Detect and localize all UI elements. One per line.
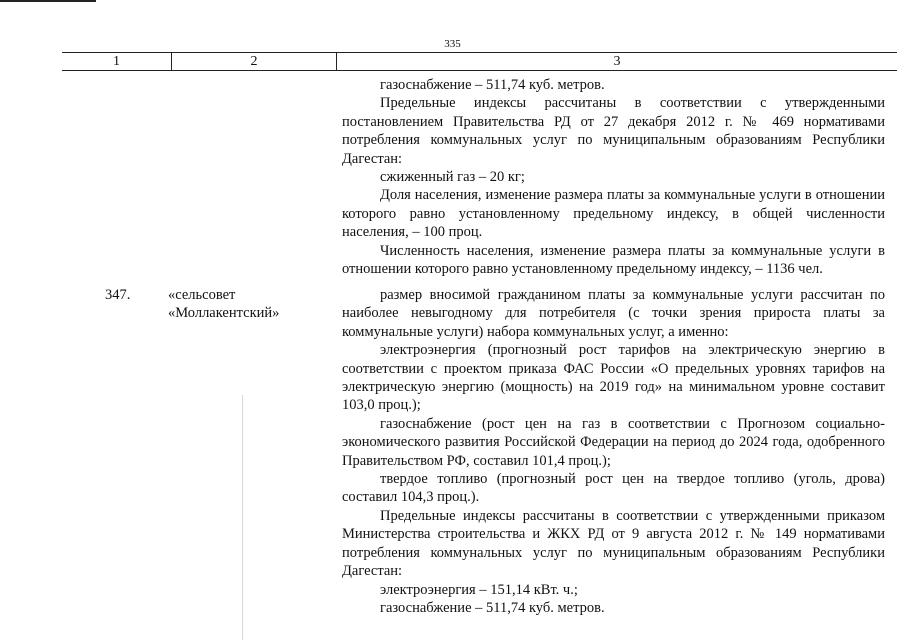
paragraph: электроэнергия – 151,14 кВт. ч.; bbox=[380, 581, 578, 598]
settlement-name bbox=[168, 286, 328, 323]
paragraph: твердое топливо (прогнозный рост цен на твердое топливо (уголь, дрова) составил 104,3 проц.). bbox=[342, 471, 885, 506]
column-header-1: 1 bbox=[113, 54, 120, 69]
paragraph: газоснабжение – 511,74 куб. метров. bbox=[380, 599, 605, 616]
paragraph: Предельные индексы рассчитаны в соответствии с утвержденными приказом Министерства строительства и ЖКХ РД от 9 августа 2012 г. № 149 нормативами потребления коммунальных услуг по муниципальным образованиям Республики Дагестан: bbox=[342, 507, 885, 580]
continuation-block bbox=[342, 76, 885, 278]
column-header-2: 2 bbox=[250, 54, 258, 69]
settlement-name-line: «Моллакентский» bbox=[168, 305, 280, 322]
paragraph: размер вносимой гражданином платы за коммунальные услуги рассчитан по наиболее невыгодному для потребителя (с точки зрения прироста платы за коммунальные услуги) набора коммунальных услуг, а именно: bbox=[342, 287, 885, 340]
paragraph: электроэнергия (прогнозный рост тарифов на электрическую энергию в соответствии с проектом приказа ФАС России «О предельных уровнях тарифов на электрическую энергию (мощность) на 2019 год» на минимальном уровне составит 103,0 проц.); bbox=[342, 342, 885, 414]
paragraph: газоснабжение – 511,74 куб. метров. bbox=[380, 77, 605, 93]
paragraph: Доля населения, изменение размера платы за коммунальные услуги в отношении которого равно установленному предельному индексу, в общей численности населения, – 100 проц. bbox=[342, 187, 885, 241]
page-number: 335 bbox=[444, 38, 461, 50]
paragraph: Предельные индексы рассчитаны в соответствии с утвержденными постановлением Правительства РД от 27 декабря 2012 г. № 469 нормативами потребления коммунальных услуг по муниципальным образованиям Республики Дагестан: bbox=[342, 95, 885, 167]
paragraph: сжиженный газ – 20 кг; bbox=[380, 169, 525, 186]
settlement-name-line: «сельсовет bbox=[168, 287, 236, 303]
scan-corner-mark bbox=[0, 0, 96, 2]
row-number: 347. bbox=[105, 287, 131, 303]
paragraph: Численность населения, изменение размера платы за коммунальные услуги в отношении которого равно установленному предельному индексу, – 1136 чел. bbox=[342, 242, 885, 278]
scan-artifact-line bbox=[242, 395, 243, 640]
row-347-description bbox=[342, 286, 885, 617]
paragraph: газоснабжение (рост цен на газ в соответствии с Прогнозом социально-экономического развития Российской Федерации на период до 2024 года, одобренного Правительством РФ, составил 101,4 проц.); bbox=[342, 415, 885, 469]
column-header-3: 3 bbox=[613, 54, 621, 69]
table-header-bottom-rule bbox=[62, 70, 897, 71]
